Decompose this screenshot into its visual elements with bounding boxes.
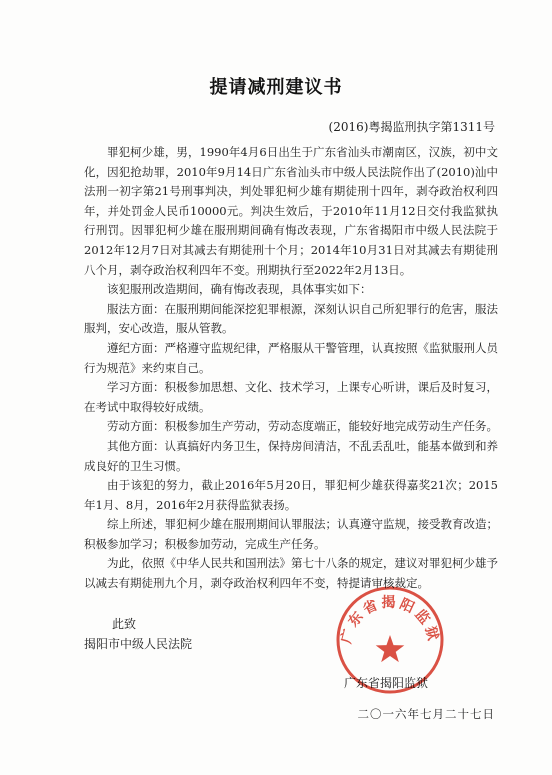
paragraph-labor: 劳动方面：积极参加生产劳动，劳动态度端正，能较好地完成劳动生产任务。 bbox=[107, 419, 498, 434]
paragraph-study: 学习方面：积极参加思想、文化、技术学习，上课专心听讲，课后及时复习，在考试中取得较好成绩。 bbox=[84, 380, 498, 414]
issue-date: 二〇一六年七月二十七日 bbox=[357, 707, 495, 721]
document-title: 提请减刑建议书 bbox=[209, 77, 343, 98]
paragraph-law-abiding: 服法方面：在服刑期间能深挖犯罪根源，深刻认识自己所犯罪行的危害，服法服判，安心改造，服从管教。 bbox=[84, 301, 498, 336]
paragraph-rewards: 由于该犯的努力，截止2016年5月20日，罪犯柯少雄获得嘉奖21次；2015年1月、8月，2016年2月获得监狱表扬。 bbox=[84, 478, 498, 512]
official-seal-stamp bbox=[334, 584, 446, 696]
paragraph-proposal: 为此，依照《中华人民共和国刑法》第七十八条的规定，建议对罪犯柯少雄予以减去有期徒刑九个月，剥夺政治权利四年不变，特提请审核裁定。 bbox=[84, 556, 498, 591]
issuer-name: 广东省揭阳监狱 bbox=[344, 676, 429, 690]
closing-salutation: 此致 bbox=[112, 617, 137, 631]
paragraph-summary: 综上所述，罪犯柯少雄在服刑期间认罪服法；认真遵守监规，接受教育改造；积极参加学习；积极参加劳动，完成生产任务。 bbox=[84, 517, 498, 551]
seal-text: 广东省揭阳监狱 bbox=[338, 594, 442, 646]
recipient-court: 揭阳市中级人民法院 bbox=[84, 637, 193, 651]
document-body bbox=[84, 143, 498, 594]
star-icon bbox=[376, 635, 405, 662]
paragraph-background: 罪犯柯少雄，男，1990年4月6日出生于广东省汕头市潮南区，汉族，初中文化，因犯抢劫罪，2010年9月14日广东省汕头市中级人民法院作出了(2010)汕中法刑一初字第21号刑事判决，判处罪犯柯少雄有期徒刑十四年，剥夺政治权利四年，并处罚金人民币10000元。判决生效后，于2010年11月12日交付我监狱执行刑罚。因罪犯柯少雄在服刑期间确有悔改表现，广东省揭阳市中级人民法院于2012年12月7日对其减去有期徒刑十个月；2014年10月31日对其减去有期徒刑八个月，剥夺政治权利四年不变。刑期执行至2022年2月13日。 bbox=[84, 145, 498, 277]
case-number: (2016)粤揭监刑执字第1311号 bbox=[328, 120, 495, 134]
paragraph-discipline: 遵纪方面：严格遵守监规纪律，严格服从干警管理，认真按照《监狱服刑人员行为规范》来约束自己。 bbox=[84, 340, 498, 375]
paragraph-other: 其他方面：认真搞好内务卫生，保持房间清洁，不乱丢乱吐，能基本做到和养成良好的卫生习惯。 bbox=[84, 438, 498, 473]
paragraph-intro: 该犯服刑改造期间，确有悔改表现，具体事实如下： bbox=[107, 282, 372, 297]
